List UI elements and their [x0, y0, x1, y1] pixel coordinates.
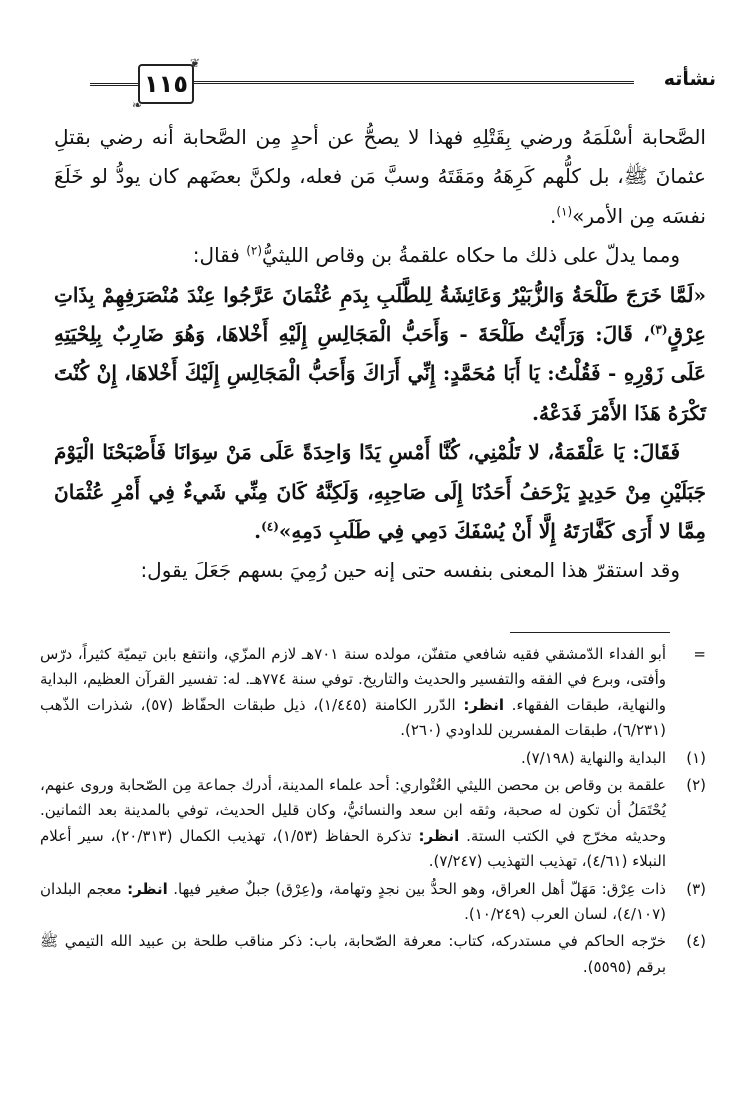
text-run: ذات عِرْق: مَهَلّ أهل العراق، وهو الحدُّ بين نجدٍ وتهامة، و(عِرْق) جبلٌ صغير فيها. [167, 879, 666, 898]
text-run: أبو الفداء الدّمشقي فقيه شافعي متفنّن، مولده سنة ٧٠١هـ لازم المزّي، وانتفع بابن تيميّة كثيراً، درّس وأفتى، وبرع في الفقه والتفسير والحديث والتاريخ. توفي سنة ٧٧٤هـ. له: تفسير القرآن العظيم، البداية والنهاية، طبقات الفقهاء. [40, 645, 666, 714]
footnote-ref: (٢) [246, 243, 263, 258]
footnote-text: البداية والنهاية (٧/١٩٨). [520, 748, 666, 767]
quote-paragraph [54, 433, 706, 551]
footnotes [40, 642, 706, 980]
text-run: معجم البلدان (٤/١٠٧)، لسان العرب (١٠/٢٤٩). [40, 879, 666, 924]
footnote-number: = [693, 645, 706, 663]
header-rule [190, 81, 634, 84]
text-run: . [549, 203, 557, 228]
footnote-separator [510, 632, 670, 633]
footnote [40, 642, 706, 744]
footnote-text [40, 877, 666, 928]
paragraph [54, 236, 706, 275]
footnote-ref: (٣) [649, 322, 668, 337]
page-number: ١١٥ [144, 70, 188, 98]
text-run: وقد استقرّ هذا المعنى بنفسه حتى إنه حين رُمِيَ بسهم جَعَلَ يقول: [140, 558, 680, 583]
text-run: فقال: [192, 243, 247, 268]
text-run: «لَمَّا خَرَجَ طَلْحَةُ وَالزُّبَيْرُ وَعَائِشَةُ لِلطَّلَبِ بِدَمِ عُثْمَانَ عَرَّجُوا عِنْدَ مُنْصَرَفِهِمْ بِذَاتِ عِرْقٍ [54, 282, 706, 347]
text-run: تذكرة الحفاظ (١/٥٣)، تهذيب الكمال (٢٠/٣١٣)، سير أعلام النبلاء (٤/٦١)، تهذيب التهذيب (٧/٢٤٧). [40, 826, 666, 871]
footnote [40, 877, 706, 928]
footnote [40, 773, 706, 875]
paragraph [54, 118, 706, 236]
footnote-number: (٣) [686, 879, 706, 898]
ref-label: انظر: [418, 826, 460, 845]
footnote-text [40, 773, 666, 875]
footnote-number: (٤) [686, 932, 706, 951]
quote-paragraph [54, 276, 706, 434]
footnote-ref: (٤) [261, 519, 279, 534]
footnote-text [40, 642, 666, 744]
page-header [70, 58, 716, 110]
text-run: علقمة بن وقاص بن محصن الليثي العُتْواري: أحد علماء المدينة، أدرك جماعة مِن الصّحابة وروى عنهم، يُحْتَمَلُ أن تكون له صحبة، وثقه ابن سعد والنسائيُّ، وكان قليل الحديث، توفي بالمدينة بعد الثمانين. وحديثه مخرّج في الكتب الستة. [40, 776, 666, 845]
running-head: نشأته [663, 68, 716, 90]
paragraph [54, 551, 706, 590]
header-rule-left [90, 83, 138, 86]
main-text [54, 118, 706, 591]
text-run: الدّرر الكامنة (١/٤٤٥)، ذيل طبقات الحفّاظ (٥٧)، شذرات الذّهب (٦/٢٣١)، طبقات المفسرين للداودي (٢٦٠). [40, 695, 666, 740]
footnote-number: (٢) [686, 776, 706, 795]
text-run: . [254, 519, 262, 544]
text-run: فَقَالَ: يَا عَلْقَمَةُ، لا تَلُمْنِي، كُنَّا أَمْسِ يَدًا وَاحِدَةً عَلَى مَنْ سِوَانَا فَأَصْبَحْنَا الْيَوْمَ جَبَلَيْنِ مِنْ حَدِيدٍ يَزْحَفُ أَحَدُنَا إِلَى صَاحِبِهِ، وَلَكِنَّهُ كَانَ مِنِّي شَيءٌ فِي أَمْرِ عُثْمَانَ مِمَّا لا أَرَى كَفَّارَتَهُ إِلَّا أَنْ يُسْفَكَ دَمِي فِي طَلَبِ دَمِهِ» [54, 440, 706, 544]
footnote-text: خرّجه الحاكم في مستدركه، كتاب: معرفة الصّحابة، باب: ذكر مناقب طلحة بن عبيد الله التيمي ﷺ برقم (٥٥٩٥). [40, 932, 666, 976]
footnote [40, 746, 706, 771]
text-run: الصَّحابة أسْلَمَهُ ورضي بِقَتْلِهِ فهذا لا يصحُّ عن أحدٍ مِن الصَّحابة أنه رضي بقتلِ عثمانَ ﷺ، بل كلُّهم كَرِهَهُ ومَقَتَهُ وسبَّ مَن فعله، ولكنَّ بعضَهم كان يودُّ لو خَلَعَ نفسَه مِن الأمر» [54, 125, 706, 228]
footnote [40, 929, 706, 980]
footnote-ref: (١) [556, 204, 573, 219]
text-run: ، قَالَ: وَرَأَيْتُ طَلْحَةَ - وَأَحَبُّ الْمَجَالِسِ إِلَيْهِ أَخْلاهَا، وَهُوَ ضَارِبٌ بِلِحْيَتِهِ عَلَى زَوْرِهِ - فَقُلْتُ: يَا أَبَا مُحَمَّدٍ: إِنِّي أَرَاكَ وَأَحَبُّ الْمَجَالِسِ إِلَيْكَ أَخْلاهَا، إِنْ كُنْتَ تَكْرَهُ هَذَا الأَمْرَ فَدَعْهُ. [54, 322, 706, 425]
ornament-icon: ❧ [132, 98, 143, 112]
ref-label: انظر: [127, 879, 168, 898]
page-number-frame [132, 56, 200, 112]
text-run: ومما يدلّ على ذلك ما حكاه علقمةُ بن وقاص الليثيُّ [262, 243, 680, 268]
footnote-number: (١) [686, 748, 706, 767]
ref-label: انظر: [463, 695, 505, 714]
ornament-icon: ❦ [189, 56, 200, 70]
